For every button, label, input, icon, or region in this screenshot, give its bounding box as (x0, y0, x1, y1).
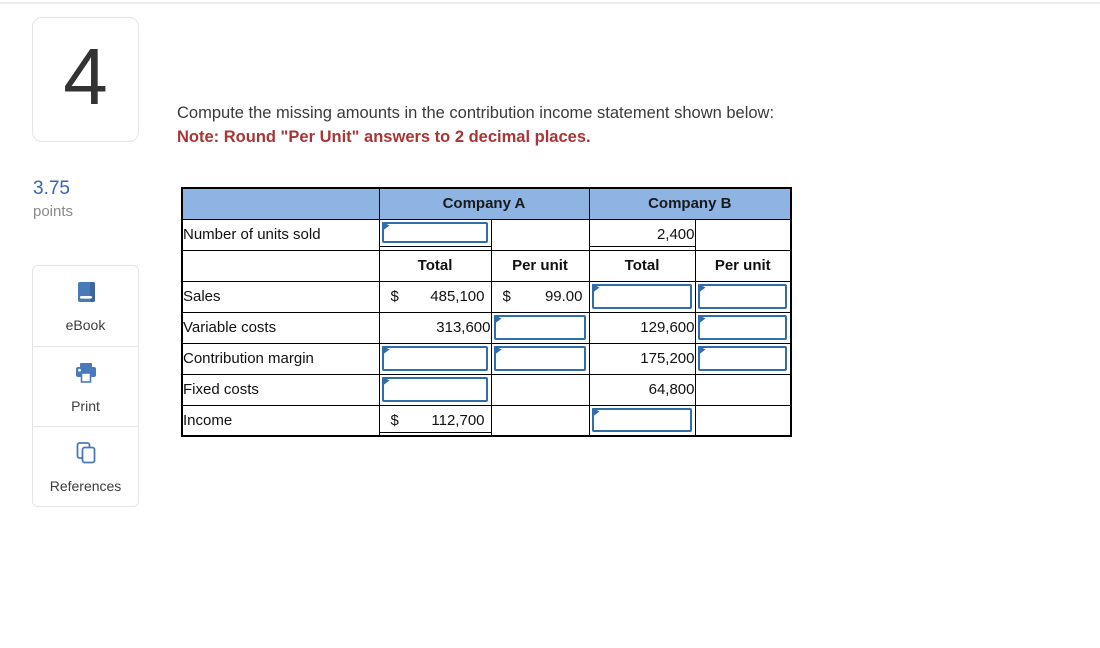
answer-input-sales-company-b-total[interactable] (592, 284, 692, 309)
answer-input-contribution-company-b-per-unit[interactable] (698, 346, 788, 371)
book-icon (73, 279, 99, 310)
company-a-per-unit-header: Per unit (491, 250, 589, 281)
question-number: 4 (63, 31, 108, 121)
question-toolbar (32, 265, 139, 507)
sales-label: Sales (182, 281, 379, 312)
fixed-costs-a-per-unit-cell (491, 374, 589, 405)
references-button[interactable] (33, 426, 138, 506)
contribution-margin-row (182, 343, 791, 374)
answer-flag-icon (592, 408, 600, 418)
income-a-total-cell (379, 405, 491, 436)
contribution-a-total-cell (379, 343, 491, 374)
points-label: points (33, 203, 74, 220)
units-sold-row (182, 219, 791, 250)
variable-costs-b-per-unit-cell (695, 312, 791, 343)
printer-icon (73, 360, 99, 391)
cell-value: 112,700 (431, 411, 485, 429)
answer-flag-icon (382, 346, 390, 356)
contribution-b-total-cell: 175,200 (589, 343, 695, 374)
points-block (33, 178, 73, 220)
sales-b-per-unit-cell (695, 281, 791, 312)
income-row (182, 405, 791, 436)
sales-a-per-unit-cell (491, 281, 589, 312)
income-label: Income (182, 405, 379, 436)
sales-a-total-cell (379, 281, 491, 312)
contribution-b-per-unit-cell (695, 343, 791, 374)
answer-flag-icon (494, 346, 502, 356)
answer-input-sales-company-b-per-unit[interactable] (698, 284, 788, 309)
company-a-header: Company A (379, 188, 589, 219)
sales-row (182, 281, 791, 312)
question-number-card (32, 17, 139, 142)
company-b-total-header: Total (589, 250, 695, 281)
answer-flag-icon (698, 346, 706, 356)
sales-b-total-cell (589, 281, 695, 312)
fixed-costs-b-per-unit-cell (695, 374, 791, 405)
answer-input-fixed-company-a-total[interactable] (382, 377, 488, 402)
answer-input-contribution-company-a-total[interactable] (382, 346, 488, 371)
corner-header-cell (182, 188, 379, 219)
company-header-row (182, 188, 791, 219)
references-label: References (49, 477, 122, 494)
fixed-costs-b-total-cell: 64,800 (589, 374, 695, 405)
currency-symbol: $ (390, 288, 399, 305)
points-value: 3.75 (33, 178, 70, 199)
answer-flag-icon (698, 315, 706, 325)
company-a-total-header: Total (379, 250, 491, 281)
company-b-header: Company B (589, 188, 791, 219)
answer-input-units-company-a-total[interactable] (382, 222, 488, 243)
contribution-margin-label: Contribution margin (182, 343, 379, 374)
ebook-button[interactable] (33, 266, 138, 346)
fixed-costs-a-total-cell (379, 374, 491, 405)
units-sold-a-total-cell (379, 219, 491, 250)
variable-costs-b-total-cell: 129,600 (589, 312, 695, 343)
instruction-text: Compute the missing amounts in the contribution income statement shown below: (177, 104, 775, 122)
cell-value: 485,100 (430, 288, 485, 305)
variable-costs-label: Variable costs (182, 312, 379, 343)
income-b-per-unit-cell (695, 405, 791, 436)
units-sold-b-total-cell: 2,400 (589, 219, 695, 250)
variable-costs-row (182, 312, 791, 343)
subheader-empty-cell (182, 250, 379, 281)
fixed-costs-label: Fixed costs (182, 374, 379, 405)
units-sold-a-per-unit-cell (491, 219, 589, 250)
top-divider (0, 2, 1100, 4)
answer-input-variable-company-a-per-unit[interactable] (494, 315, 586, 340)
note-text: Note: Round "Per Unit" answers to 2 decimal places. (177, 128, 591, 146)
print-label: Print (71, 397, 100, 414)
income-a-per-unit-cell (491, 405, 589, 436)
variable-costs-a-total-cell: 313,600 (379, 312, 491, 343)
company-b-per-unit-header: Per unit (695, 250, 791, 281)
answer-input-variable-company-b-per-unit[interactable] (698, 315, 788, 340)
variable-costs-a-per-unit-cell (491, 312, 589, 343)
references-icon (73, 440, 99, 471)
contribution-a-per-unit-cell (491, 343, 589, 374)
answer-flag-icon (592, 284, 600, 294)
print-button[interactable] (33, 346, 138, 426)
answer-flag-icon (494, 315, 502, 325)
answer-input-income-company-b-total[interactable] (592, 408, 692, 433)
answer-input-contribution-company-a-per-unit[interactable] (494, 346, 586, 371)
income-statement-table (181, 187, 792, 437)
answer-flag-icon (698, 284, 706, 294)
currency-symbol: $ (502, 288, 511, 305)
answer-flag-icon (382, 222, 390, 232)
units-sold-b-per-unit-cell (695, 219, 791, 250)
units-sold-label: Number of units sold (182, 219, 379, 250)
subheader-row (182, 250, 791, 281)
ebook-label: eBook (65, 317, 106, 333)
fixed-costs-row (182, 374, 791, 405)
income-b-total-cell (589, 405, 695, 436)
cell-value: 99.00 (544, 288, 583, 305)
currency-symbol: $ (390, 411, 399, 429)
answer-flag-icon (382, 377, 390, 387)
